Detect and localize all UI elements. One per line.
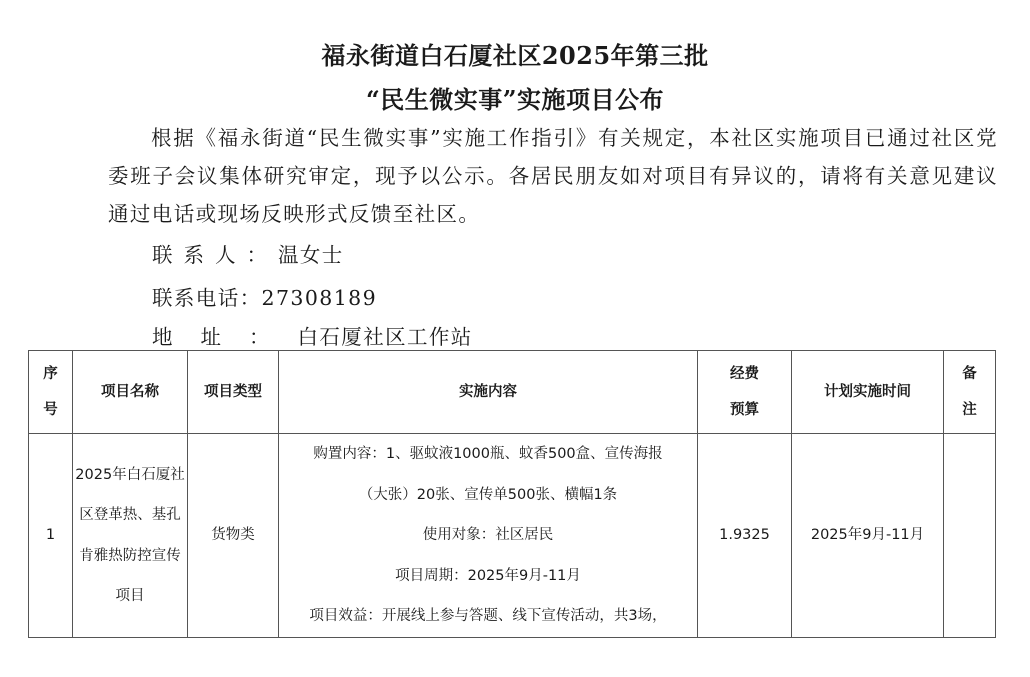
header-remark xyxy=(944,351,996,434)
row-remark xyxy=(944,434,996,638)
header-remark-2: 注 xyxy=(962,402,977,418)
title-line-2: “民生微实事”实施项目公布 xyxy=(365,85,665,114)
header-content: 实施内容 xyxy=(279,351,698,434)
row-project-type: 货物类 xyxy=(188,434,279,638)
contact-phone-value: 27308189 xyxy=(261,286,378,310)
contact-phone-label: 联系电话： xyxy=(152,286,262,310)
contact-person-label: 联系人： xyxy=(152,243,278,267)
table-header-row xyxy=(29,351,996,434)
contact-person-value: 温女士 xyxy=(278,243,344,267)
content-line: （大张）20张、宣传单500张、横幅1条 xyxy=(358,486,618,503)
row-time: 2025年9月-11月 xyxy=(792,434,944,638)
header-budget-1: 经费 xyxy=(730,366,759,382)
table-row xyxy=(29,434,996,638)
row-project-name: 2025年白石厦社区登革热、基孔肯雅热防控宣传项目 xyxy=(73,434,188,638)
contact-address-value: 白石厦社区工作站 xyxy=(297,325,473,349)
row-seq: 1 xyxy=(29,434,73,638)
header-type: 项目类型 xyxy=(188,351,279,434)
header-time: 计划实施时间 xyxy=(792,351,944,434)
intro-paragraph: 根据《福永街道“民生微实事”实施工作指引》有关规定，本社区实施项目已通过社区党委班子会议集体研究审定，现予以公示。各居民朋友如对项目有异议的，请将有关意见建议通过电话或现场反映形式反馈至社区。 xyxy=(108,126,998,226)
content-line: 使用对象：社区居民 xyxy=(422,527,554,544)
row-content xyxy=(279,434,698,638)
header-seq-2: 号 xyxy=(43,402,58,418)
header-budget xyxy=(698,351,792,434)
content-line: 购置内容：1、驱蚊液1000瓶、蚊香500盒、宣传海报 xyxy=(313,446,663,463)
title-line-1: 福永街道白石厦社区2025年第三批 xyxy=(321,41,709,70)
row-budget: 1.9325 xyxy=(698,434,792,638)
contact-address-label: 地址： xyxy=(152,325,298,349)
contact-phone xyxy=(152,281,377,311)
header-seq-1: 序 xyxy=(43,366,58,382)
contact-person xyxy=(152,238,344,268)
contact-address xyxy=(152,320,473,350)
header-remark-1: 备 xyxy=(962,366,977,382)
project-table xyxy=(28,350,996,638)
content-line: 项目周期：2025年9月-11月 xyxy=(395,567,581,584)
header-budget-2: 预算 xyxy=(730,402,759,418)
header-seq xyxy=(29,351,73,434)
content-line: 项目效益：开展线上参与答题、线下宣传活动，共3场， xyxy=(309,608,667,625)
header-name: 项目名称 xyxy=(73,351,188,434)
